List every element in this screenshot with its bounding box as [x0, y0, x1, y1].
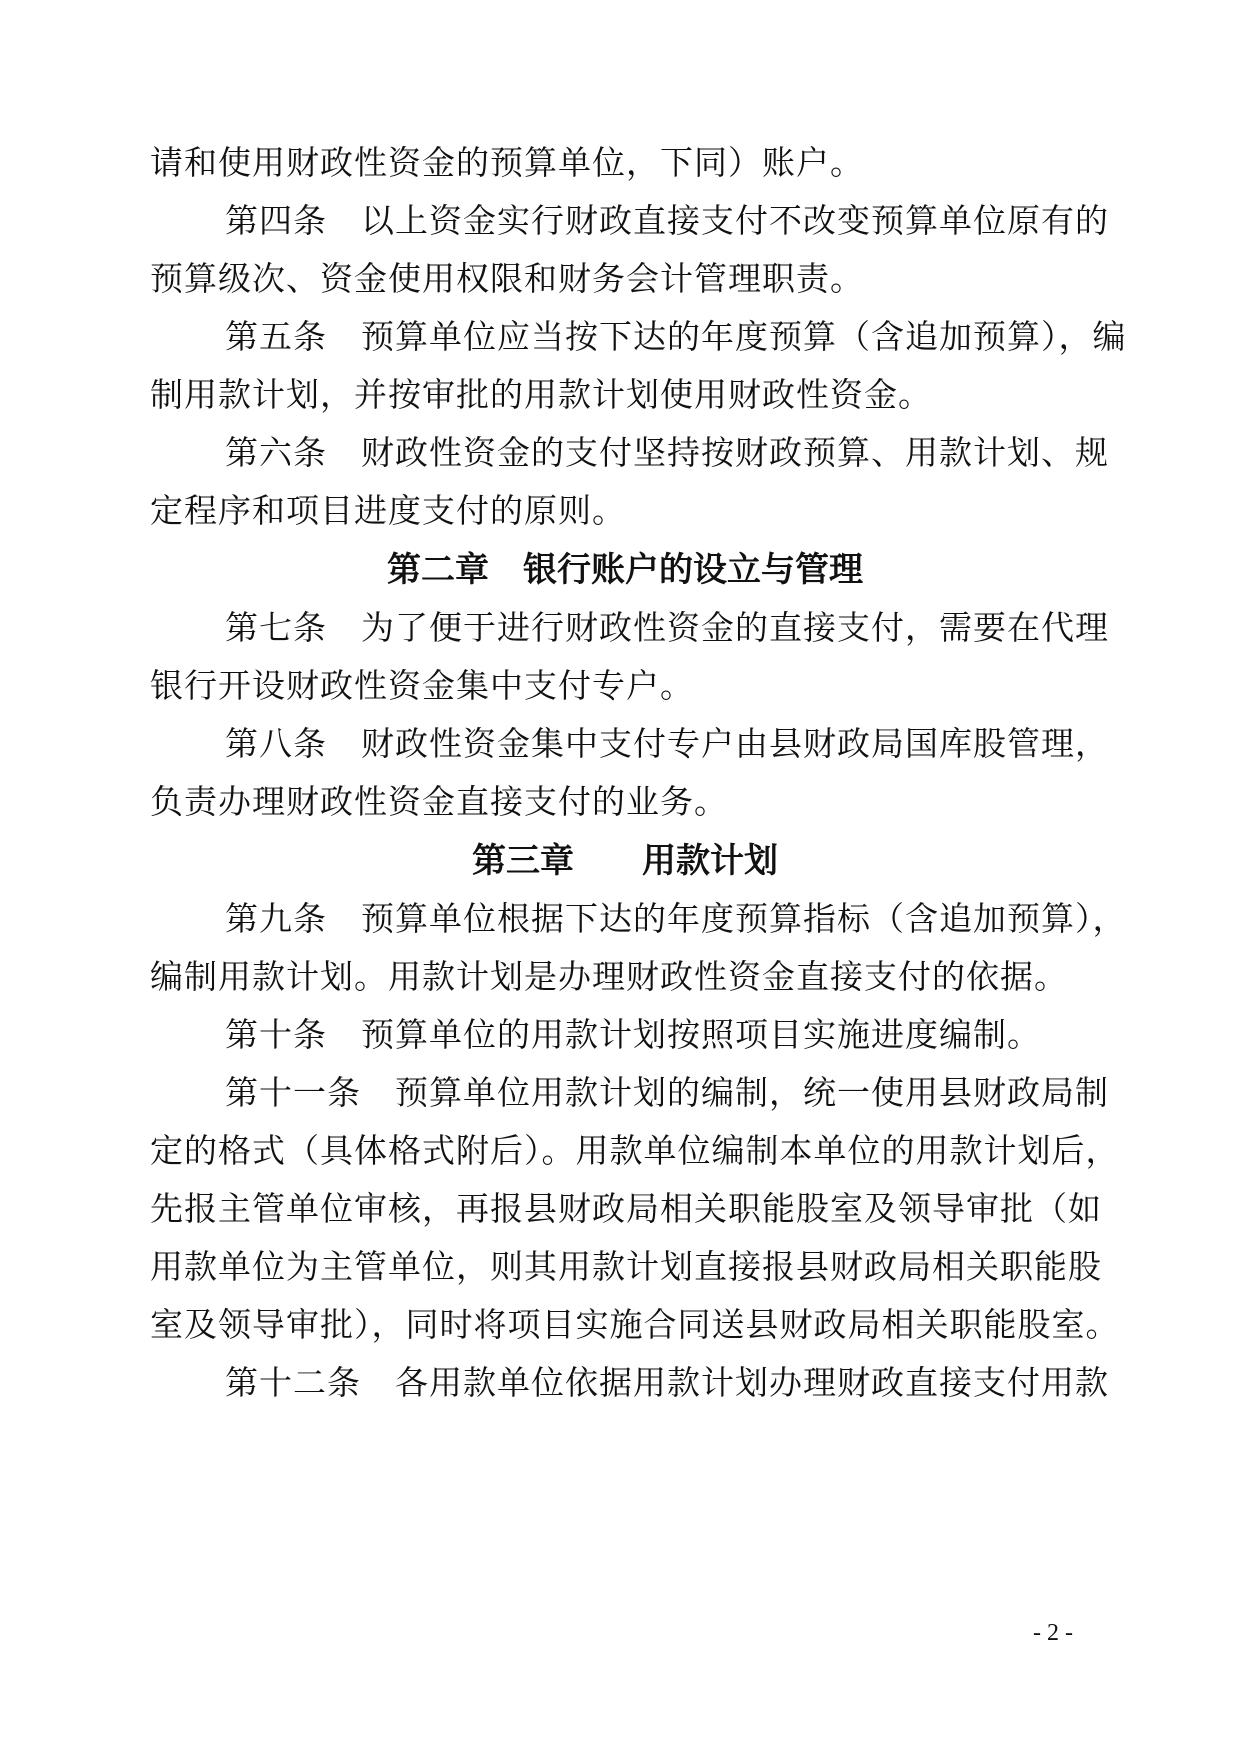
paragraph-line: 预算级次、资金使用权限和财务会计管理职责。	[150, 259, 864, 298]
paragraph-line: 制用款计划，并按审批的用款计划使用财政性资金。	[150, 375, 932, 414]
document-page	[150, 0, 1127, 1754]
paragraph-line: 请和使用财政性资金的预算单位，下同）账户。	[150, 143, 864, 182]
article-4-line: 第四条 以上资金实行财政直接支付不改变预算单位原有的	[225, 201, 1109, 240]
chapter-2-heading: 第二章 银行账户的设立与管理	[387, 550, 863, 590]
article-5-line: 第五条 预算单位应当按下达的年度预算（含追加预算），编	[225, 317, 1127, 356]
paragraph-line: 用款单位为主管单位，则其用款计划直接报县财政局相关职能股	[150, 1247, 1102, 1286]
chapter-3-heading: 第三章 用款计划	[472, 841, 778, 881]
page-number: - 2 -	[1033, 1620, 1073, 1646]
article-10-line: 第十条 预算单位的用款计划按照项目实施进度编制。	[225, 1015, 1041, 1054]
paragraph-line: 室及领导审批），同时将项目实施合同送县财政局相关职能股室。	[150, 1305, 1120, 1344]
article-6-line: 第六条 财政性资金的支付坚持按财政预算、用款计划、规	[225, 433, 1109, 472]
paragraph-line: 定程序和项目进度支付的原则。	[150, 491, 626, 530]
article-12-line: 第十二条 各用款单位依据用款计划办理财政直接支付用款	[225, 1363, 1109, 1402]
paragraph-line: 银行开设财政性资金集中支付专户。	[150, 666, 694, 705]
article-8-line: 第八条 财政性资金集中支付专户由县财政局国库股管理，	[225, 724, 1109, 763]
paragraph-line: 先报主管单位审核，再报县财政局相关职能股室及领导审批（如	[150, 1189, 1102, 1228]
paragraph-line: 定的格式（具体格式附后）。用款单位编制本单位的用款计划后，	[150, 1131, 1120, 1170]
paragraph-line: 负责办理财政性资金直接支付的业务。	[150, 782, 728, 821]
paragraph-line: 编制用款计划。用款计划是办理财政性资金直接支付的依据。	[150, 957, 1068, 996]
article-9-line: 第九条 预算单位根据下达的年度预算指标（含追加预算），	[225, 899, 1127, 938]
article-11-line: 第十一条 预算单位用款计划的编制，统一使用县财政局制	[225, 1073, 1109, 1112]
article-7-line: 第七条 为了便于进行财政性资金的直接支付，需要在代理	[225, 608, 1109, 647]
